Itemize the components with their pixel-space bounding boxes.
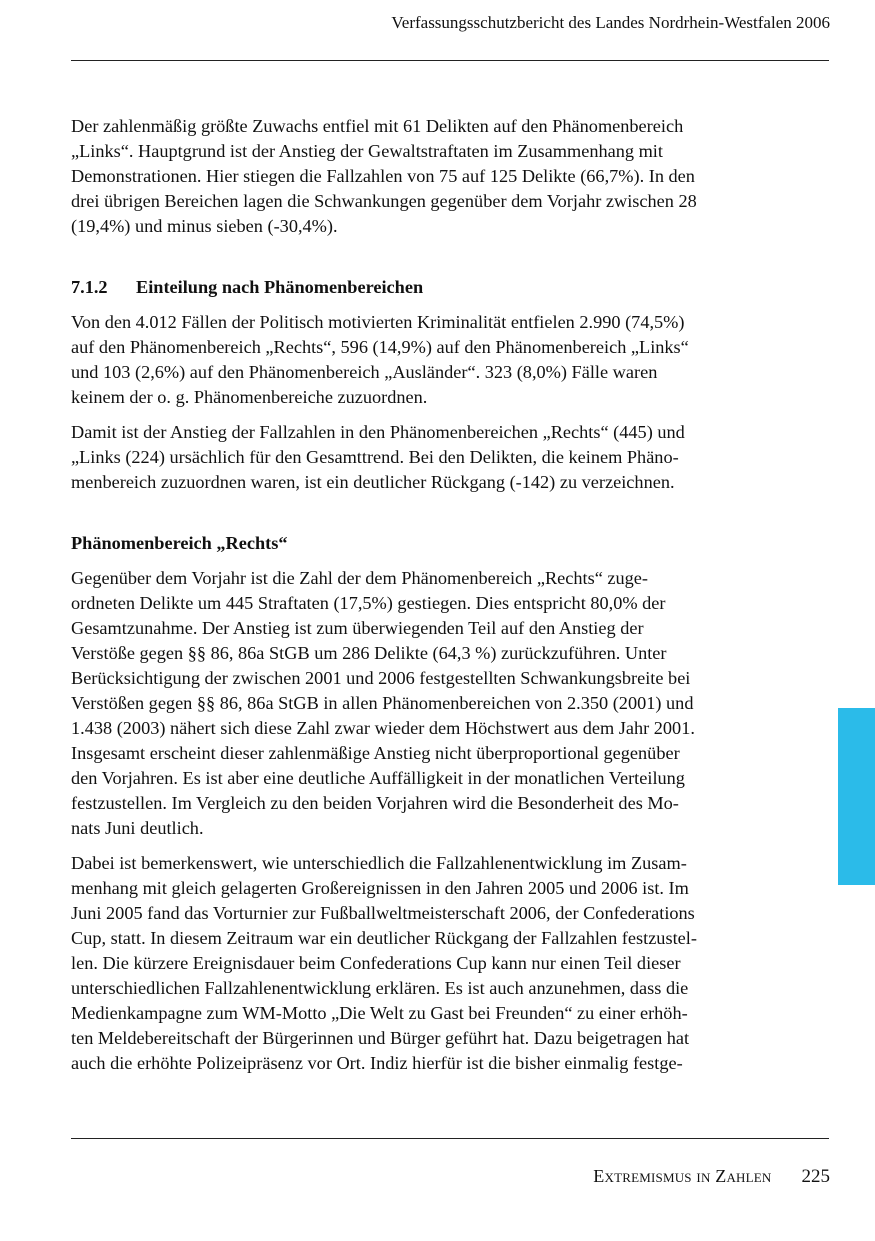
page-footer bbox=[593, 1166, 830, 1188]
section-paragraph-1: Von den 4.012 Fällen der Politisch motivierten Kriminalität entfielen 2.990 (74,5%) auf den Phänomenbereich „Rechts“, 596 (14,9%) auf den Phänomenbereich „Links“ und 103 (2,6%) auf den Phänomenbereich „Ausländer“. 323 (8,0%) Fälle waren keinem der o. g. Phänomenbereiche zuzuordnen. bbox=[71, 312, 689, 407]
section-paragraph-2: Damit ist der Anstieg der Fallzahlen in den Phänomenbereichen „Rechts“ (445) und „Links (224) ursächlich für den Gesamttrend. Bei den Delikten, die keinem Phäno- menbereich zuzuordnen waren, ist ein deutlicher Rückgang (-142) zu verzeichnen. bbox=[71, 422, 685, 492]
section-spacer bbox=[71, 249, 786, 275]
section-number: 7.1.2 bbox=[71, 277, 108, 297]
page-number: 225 bbox=[801, 1166, 830, 1187]
section-spacer bbox=[71, 505, 786, 531]
header-rule bbox=[71, 60, 829, 61]
footer-section-title: Extremismus in Zahlen bbox=[593, 1166, 772, 1186]
subsection-paragraph-2: Dabei ist bemerkenswert, wie unterschiedlich die Fallzahlenentwicklung im Zusam- menhang mit gleich gelagerten Großereignissen in den Jahren 2005 und 2006 ist. Im Juni 2005 fand das Vorturnier zur Fußballweltmeisterschaft 2006, der Confederations Cup, statt. In diesem Zeitraum war ein deutlicher Rückgang der Fallzahlen festzustel- len. Die kürzere Ereignisdauer beim Confederations Cup kann nur einen Teil dieser unterschiedlichen Fallzahlenentwicklung erklären. Es ist auch anzunehmen, dass die Medienkampagne zum WM-Motto „Die Welt zu Gast bei Freunden“ zu einer erhöh- ten Meldebereitschaft der Bürgerinnen und Bürger geführt hat. Dazu beigetragen hat auch die erhöhte Polizeipräsenz vor Ort. Indiz hierfür ist die bisher einmalig festge- bbox=[71, 853, 697, 1073]
subsection-paragraph-1: Gegenüber dem Vorjahr ist die Zahl der dem Phänomenbereich „Rechts“ zuge- ordneten Delikte um 445 Straftaten (17,5%) gestiegen. Dies entspricht 80,0% der Gesamtzunahme. Der Anstieg ist zum überwiegenden Teil auf den Anstieg der Verstöße gegen §§ 86, 86a StGB um 286 Delikte (64,3 %) zurückzuführen. Unter Berücksichtigung der zwischen 2001 und 2006 festgestellten Schwankungsbreite bei Verstößen gegen §§ 86, 86a StGB in allen Phänomenbereichen von 2.350 (2001) und 1.438 (2003) nähert sich diese Zahl zwar wieder dem Höchstwert aus dem Jahr 2001. Insgesamt erscheint dieser zahlenmäßige Anstieg nicht überproportional gegenüber den Vorjahren. Es ist aber eine deutliche Auffälligkeit in der monatlichen Verteilung festzustellen. Im Vergleich zu den beiden Vorjahren wird die Besonderheit des Mo- nats Juni deutlich. bbox=[71, 568, 695, 838]
section-title: Einteilung nach Phänomenbereichen bbox=[136, 277, 424, 297]
footer-rule bbox=[71, 1138, 829, 1139]
subsection-heading: Phänomenbereich „Rechts“ bbox=[71, 533, 288, 553]
intro-paragraph: Der zahlenmäßig größte Zuwachs entfiel mit 61 Delikten auf den Phänomenbereich „Links“. Hauptgrund ist der Anstieg der Gewaltstraftaten im Zusammenhang mit Demonstrationen. Hier stiegen die Fallzahlen von 75 auf 125 Delikte (66,7%). In den drei übrigen Bereichen lagen die Schwankungen gegenüber dem Vorjahr zwischen 28 (19,4%) und minus sieben (-30,4%). bbox=[71, 116, 697, 236]
page-body bbox=[71, 114, 786, 1086]
chapter-thumb-tab bbox=[838, 708, 875, 885]
running-header: Verfassungsschutzbericht des Landes Nordrhein-Westfalen 2006 bbox=[391, 13, 830, 32]
section-heading bbox=[71, 275, 786, 300]
